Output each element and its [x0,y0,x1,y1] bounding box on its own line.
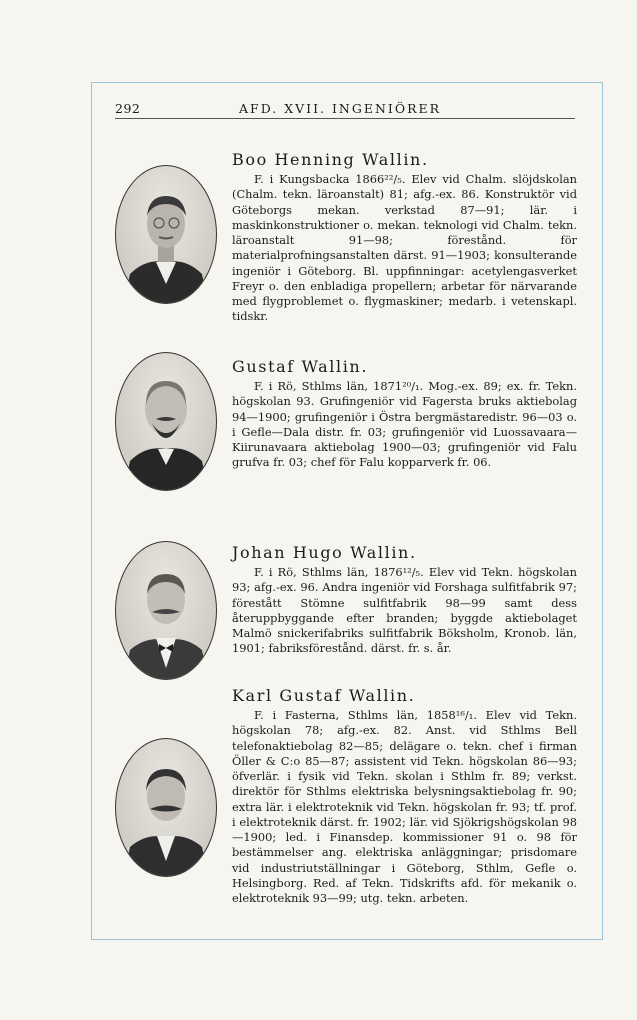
person-name: Boo Henning Wallin. [232,150,429,169]
biography-text: F. i Rö, Sthlms län, 1871²⁰/₁. Mog.-ex. 89; ex. fr. Tekn. högskolan 93. Grufingeniör vid Fagersta bruks aktiebolag 94—1900; grufingeniör i Östra bergmästaredistr. 96—03 o. i Gefle—Dala distr. fr. 03; grufingeniör vid Luossavaara—Kiirunavaara aktiebolag 1900—03; grufingeniör vid Falu grufva fr. 03; chef för Falu kopparverk fr. 06. [232,379,577,470]
biography-text: F. i Fasterna, Sthlms län, 1858¹⁶/₁. Elev vid Tekn. högskolan 78; afg.-ex. 82. Anst. vid Sthlms Bell telefonaktiebolag 82—85; delägare o. tekn. chef i firman Öller & C:o 85—87; assistent vid Tekn. högskolan 86—93; öfverlär. i fysik vid Tekn. skolan i Sthlm fr. 89; verkst. direktör för Sthlms elektriska belysningsaktiebolag fr. 90; extra lär. i elektroteknik vid Tekn. högskolan fr. 93; tf. prof. i elektroteknik därst. fr. 1902; lär. vid Sjökrigshögskolan 98—1900; led. i Finansdep. kommissioner 91 o. 98 för bestämmelser ang. elektriska anläggningar; prisdomare vid industriutställningar i Göteborg, Sthlm, Gefle o. Helsingborg. Red. af Tekn. Tidskrifts afd. för mekanik o. elektroteknik 93—99; utg. tekn. arbeten. [232,708,577,905]
person-name: Karl Gustaf Wallin. [232,686,416,705]
page-header [115,101,575,117]
portrait-image [116,353,216,490]
biography [232,172,577,325]
header-rule [115,118,575,119]
portrait-image [116,739,216,876]
person-name: Gustaf Wallin. [232,357,369,376]
portrait-photo [115,165,217,304]
biography-text: F. i Kungsbacka 1866²²/₅. Elev vid Chalm. slöjdskolan (Chalm. tekn. läroanstalt) 81; afg.-ex. 86. Konstruktör vid Göteborgs mekan. verkstad 87—91; lär. i maskinkonstruktioner o. mekan. teknologi vid Chalm. tekn. läroanstalt 91—98; förestånd. för materialprofningsanstalten därst. 91—1903; konsulterande ingeniör i Göteborg. Bl. uppfinningar: acetylengasverket Freyr o. den enbladiga propellern; arbetar för närvarande med flygproblemet o. flygmaskiner; medarb. i vetenskapl. tidskr. [232,172,577,324]
entry-karl-gustaf-wallin [115,686,585,916]
entry-boo-henning-wallin [115,150,585,330]
portrait-image [116,542,216,679]
biography-text: F. i Rö, Sthlms län, 1876¹²/₅. Elev vid Tekn. högskolan 93; afg.-ex. 96. Andra ingeniör vid Forshaga sulfitfabrik 97; förestått Stömne sulfitfabrik 98—99 samt dess återuppbyggande efter branden; byggde aktiebolaget Malmö snickerifabriks sulfitfabrik Böksholm, Kronob. län, 1901; fabriksförestånd. därst. fr. s. år. [232,565,577,656]
biography [232,708,577,906]
portrait-photo [115,541,217,680]
section-title: AFD. XVII. INGENIÖRER [239,101,442,116]
biography [232,565,577,657]
entry-gustaf-wallin [115,352,585,502]
biography [232,379,577,471]
page-number: 292 [115,101,141,116]
entry-johan-hugo-wallin [115,541,585,686]
portrait-image [116,166,216,303]
person-name: Johan Hugo Wallin. [232,543,417,562]
portrait-photo [115,352,217,491]
portrait-photo [115,738,217,877]
